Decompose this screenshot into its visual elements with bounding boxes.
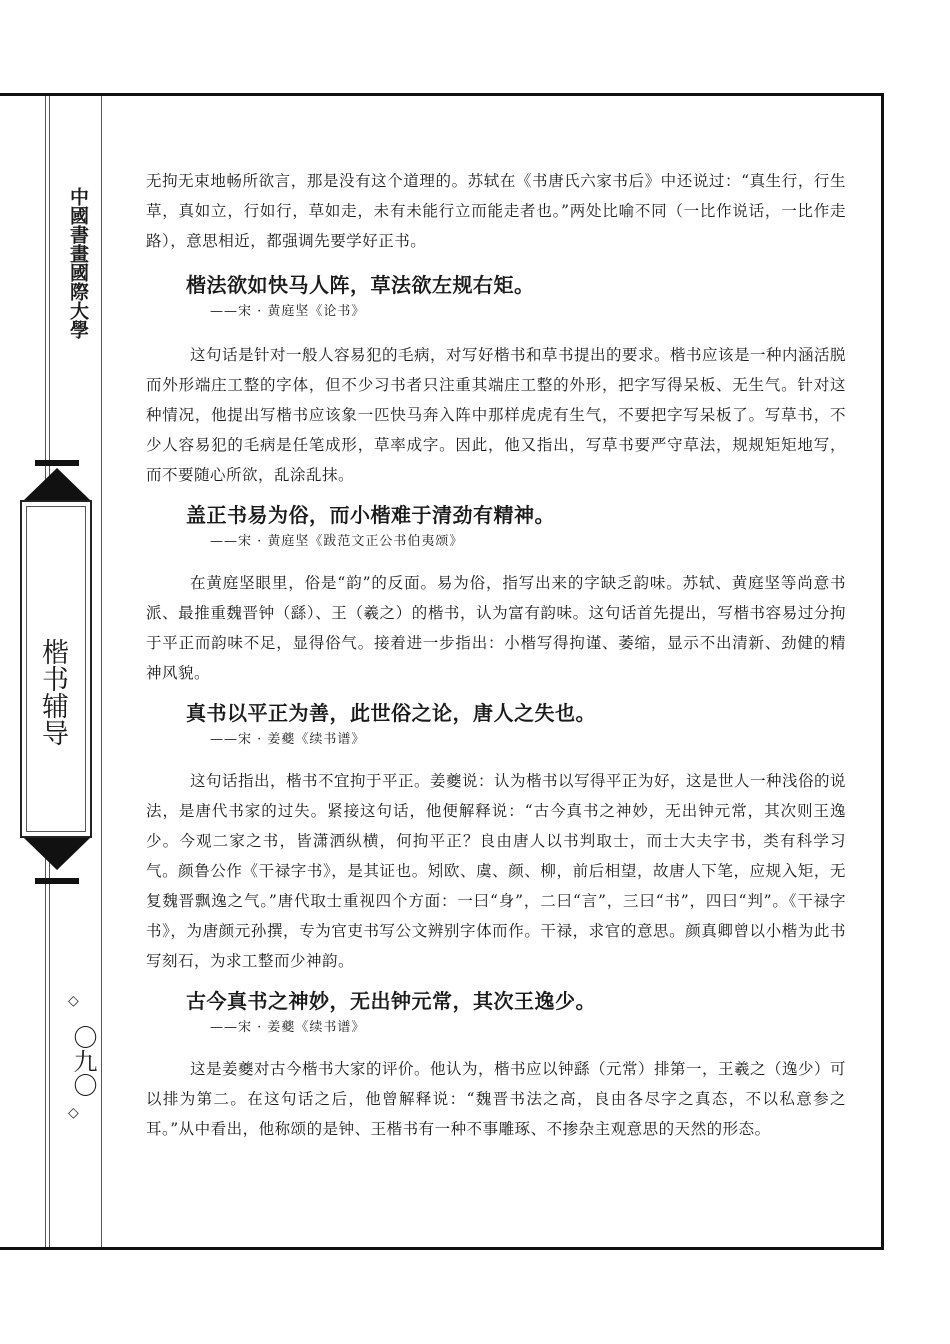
chevron-up-icon <box>24 468 90 500</box>
paragraph: 这是姜夔对古今楷书大家的评价。他认为，楷书应以钟繇（元常）排第一，王羲之（逸少）可以排为第二。在这句话之后，他曾解释说：“魏晋书法之高，良由各尽字之真态，不以私意参之耳。”从中看出，他称颂的是钟、王楷书有一种不事雕琢、不掺杂主观意思的天然的形态。 <box>146 1060 847 1138</box>
frame-bottom-border <box>0 1247 884 1250</box>
series-title: 中國書畫國際大學 <box>67 187 89 339</box>
quote-attribution: ——宋 · 黄庭坚《跋范文正公书伯夷颂》 <box>210 534 464 549</box>
quote-attribution: ——宋 · 姜夔《续书谱》 <box>210 732 366 747</box>
chevron-down-icon <box>24 838 90 870</box>
frame-inner-rule <box>101 96 102 1247</box>
frame-right-border <box>881 93 884 1250</box>
quote-attribution: ——宋 · 姜夔《续书谱》 <box>210 1020 366 1035</box>
quote-heading: 盖正书易为俗，而小楷难于清劲有精神。 <box>186 503 555 527</box>
frame-top-border <box>0 93 884 96</box>
section-title: 楷书辅导 <box>37 638 68 746</box>
main-content <box>146 166 846 1144</box>
page-number: 〇九〇 <box>69 1025 97 1097</box>
paragraph: 这句话指出，楷书不宜拘于平正。姜夔说：认为楷书以写得平正为好，这是世人一种浅俗的说法，是唐代书家的过失。紧接这句话，他便解释说：“古今真书之神妙，无出钟元常，其次则王逸少。今观二家之书，皆潇洒纵横，何拘平正？良由唐人以书判取士，而士大夫字书，类有科学习气。颜鲁公作《干禄字书》，是其证也。矧欧、虞、颜、柳，前后相望，故唐人下笔，应规入矩，无复魏晋飘逸之气。”唐代取士重视四个方面：一曰“身”，二曰“言”，三曰“书”，四曰“判”。《干禄字书》，为唐颜元孙撰，专为官吏书写公文辨别字体而作。干禄，求官的意思。颜真卿曾以小楷为此书写刻石，为求工整而少神韵。 <box>146 772 847 970</box>
section-bar-bottom <box>35 878 79 884</box>
paragraph: 在黄庭坚眼里，俗是“韵”的反面。易为俗，指写出来的字缺乏韵味。苏轼、黄庭坚等尚意书派、最推重魏晋钟（繇）、王（羲之）的楷书，认为富有韵味。这句话首先提出，写楷书容易过分拘于平正而韵味不足，显得俗气。接着进一步指出：小楷写得拘谨、萎缩，显示不出清新、劲健的精神风貌。 <box>146 574 846 682</box>
section-bar-top <box>35 460 79 466</box>
diamond-icon: ◇ <box>68 993 79 1009</box>
paragraph: 这句话是针对一般人容易犯的毛病，对写好楷书和草书提出的要求。楷书应该是一种内涵活脱而外形端庄工整的字体，但不少习书者只注重其端庄工整的外形，把字写得呆板、无生气。针对这种情况，他提出写楷书应该象一匹快马奔入阵中那样虎虎有生气，不要把字写呆板了。写草书，不少人容易犯的毛病是任笔成形，草率成字。因此，他又指出，写草书要严守草法，规规矩矩地写，而不要随心所欲，乱涂乱抹。 <box>146 346 847 484</box>
quote-heading: 真书以平正为善，此世俗之论，唐人之失也。 <box>186 701 596 725</box>
quote-heading: 古今真书之神妙，无出钟元常，其次王逸少。 <box>186 989 596 1013</box>
section-title-box <box>20 500 92 838</box>
quote-attribution: ——宋 · 黄庭坚《论书》 <box>210 304 366 319</box>
paragraph: 无拘无束地畅所欲言，那是没有这个道理的。苏轼在《书唐氏六家书后》中还说过：“真生行，行生草，真如立，行如行，草如走，未有未能行立而能走者也。”两处比喻不同（一比作说话，一比作走路），意思相近，都强调先要学好正书。 <box>146 172 846 250</box>
diamond-icon: ◇ <box>68 1105 79 1121</box>
quote-heading: 楷法欲如快马人阵，草法欲左规右矩。 <box>186 273 535 297</box>
